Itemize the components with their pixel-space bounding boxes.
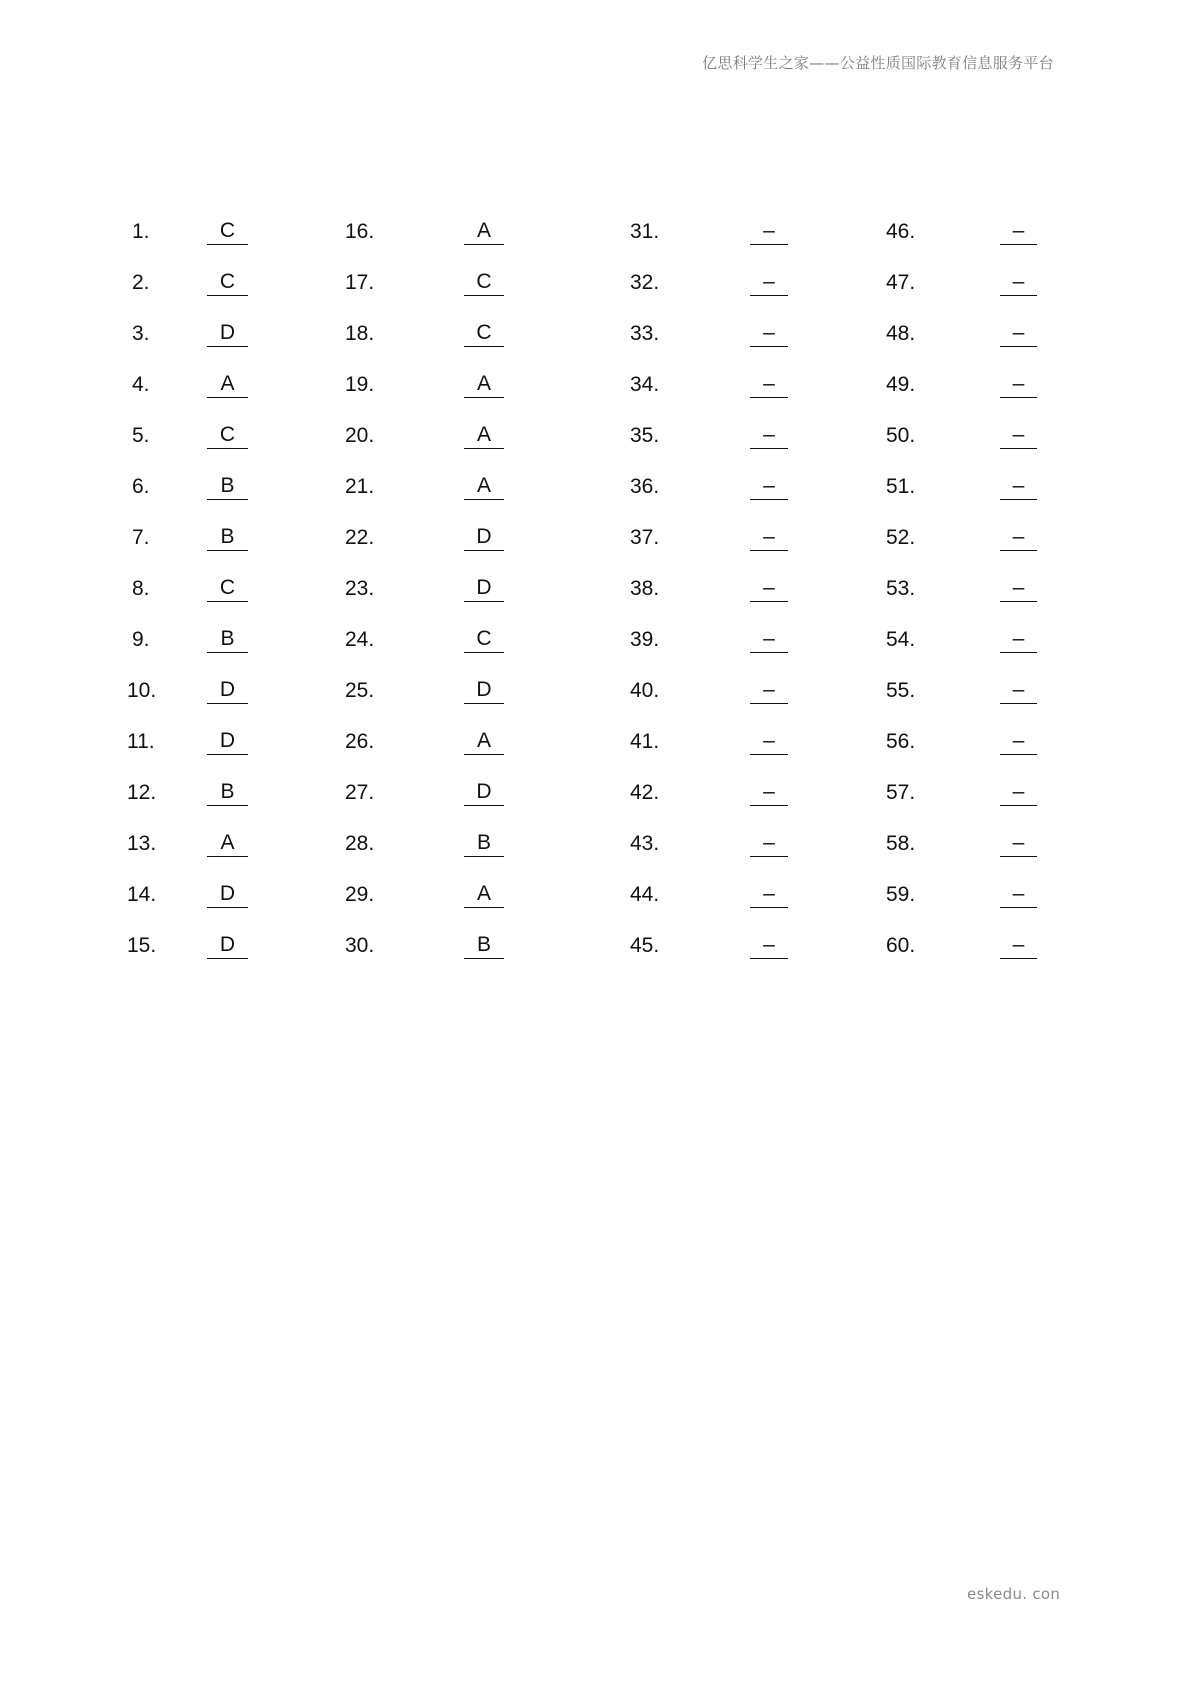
answer-value: C <box>207 422 248 449</box>
answer-row <box>0 269 1191 320</box>
answer-value: D <box>464 575 504 602</box>
answer-value: – <box>750 932 788 959</box>
answer-value: C <box>207 269 248 296</box>
answer-value: – <box>750 830 788 857</box>
question-number: 49. <box>886 373 916 396</box>
question-number: 60. <box>886 934 916 957</box>
answer-value: D <box>207 677 248 704</box>
question-number: 12. <box>127 781 157 804</box>
question-number: 28. <box>345 832 375 855</box>
question-number: 38. <box>630 577 660 600</box>
question-number: 58. <box>886 832 916 855</box>
question-number: 3. <box>132 322 150 345</box>
answer-value: – <box>750 269 788 296</box>
question-number: 42. <box>630 781 660 804</box>
answer-value: – <box>1000 779 1037 806</box>
question-number: 13. <box>127 832 157 855</box>
answer-value: A <box>464 473 504 500</box>
answer-value: – <box>750 371 788 398</box>
answer-value: – <box>750 677 788 704</box>
answer-value: A <box>464 218 504 245</box>
answer-value: C <box>464 269 504 296</box>
answer-row <box>0 422 1191 473</box>
answer-value: – <box>1000 932 1037 959</box>
question-number: 35. <box>630 424 660 447</box>
answer-row <box>0 677 1191 728</box>
answer-value: – <box>1000 320 1037 347</box>
question-number: 19. <box>345 373 375 396</box>
answer-value: – <box>1000 626 1037 653</box>
question-number: 32. <box>630 271 660 294</box>
question-number: 41. <box>630 730 660 753</box>
answer-value: D <box>464 524 504 551</box>
answer-value: A <box>207 371 248 398</box>
answer-value: – <box>1000 269 1037 296</box>
question-number: 47. <box>886 271 916 294</box>
answer-value: D <box>464 779 504 806</box>
question-number: 21. <box>345 475 375 498</box>
question-number: 53. <box>886 577 916 600</box>
question-number: 17. <box>345 271 375 294</box>
question-number: 51. <box>886 475 916 498</box>
question-number: 14. <box>127 883 157 906</box>
question-number: 29. <box>345 883 375 906</box>
answer-value: C <box>464 626 504 653</box>
answer-value: – <box>750 728 788 755</box>
question-number: 15. <box>127 934 157 957</box>
answer-value: – <box>750 320 788 347</box>
answer-value: B <box>207 473 248 500</box>
answer-value: D <box>207 320 248 347</box>
question-number: 27. <box>345 781 375 804</box>
answer-row <box>0 473 1191 524</box>
answer-row <box>0 218 1191 269</box>
question-number: 11. <box>127 730 155 753</box>
question-number: 4. <box>132 373 150 396</box>
question-number: 55. <box>886 679 916 702</box>
question-number: 50. <box>886 424 916 447</box>
answer-value: – <box>1000 524 1037 551</box>
answer-value: – <box>1000 575 1037 602</box>
answer-value: – <box>750 626 788 653</box>
answer-row <box>0 524 1191 575</box>
answer-value: – <box>750 422 788 449</box>
question-number: 20. <box>345 424 375 447</box>
answer-value: B <box>464 830 504 857</box>
answer-row <box>0 779 1191 830</box>
question-number: 10. <box>127 679 157 702</box>
answer-value: – <box>1000 830 1037 857</box>
answer-row <box>0 830 1191 881</box>
question-number: 9. <box>132 628 150 651</box>
question-number: 56. <box>886 730 916 753</box>
question-number: 48. <box>886 322 916 345</box>
answer-value: B <box>207 626 248 653</box>
answer-row <box>0 371 1191 422</box>
answer-value: D <box>464 677 504 704</box>
question-number: 25. <box>345 679 375 702</box>
question-number: 7. <box>132 526 150 549</box>
question-number: 31. <box>630 220 660 243</box>
answer-value: C <box>464 320 504 347</box>
answer-value: D <box>207 728 248 755</box>
answer-value: – <box>1000 881 1037 908</box>
question-number: 37. <box>630 526 660 549</box>
answer-value: – <box>1000 473 1037 500</box>
question-number: 24. <box>345 628 375 651</box>
question-number: 22. <box>345 526 375 549</box>
question-number: 23. <box>345 577 375 600</box>
question-number: 2. <box>132 271 150 294</box>
answer-row <box>0 575 1191 626</box>
question-number: 40. <box>630 679 660 702</box>
question-number: 8. <box>132 577 150 600</box>
question-number: 36. <box>630 475 660 498</box>
answer-value: A <box>464 728 504 755</box>
answer-value: – <box>1000 218 1037 245</box>
question-number: 39. <box>630 628 660 651</box>
question-number: 33. <box>630 322 660 345</box>
answer-row <box>0 932 1191 983</box>
answer-value: – <box>1000 422 1037 449</box>
question-number: 52. <box>886 526 916 549</box>
answer-value: C <box>207 218 248 245</box>
answer-value: – <box>750 218 788 245</box>
answer-row <box>0 320 1191 371</box>
question-number: 26. <box>345 730 375 753</box>
question-number: 16. <box>345 220 375 243</box>
page-footer-site: eskedu. con <box>967 1585 1061 1603</box>
answer-value: C <box>207 575 248 602</box>
answer-row <box>0 626 1191 677</box>
answer-row <box>0 881 1191 932</box>
answer-value: – <box>750 473 788 500</box>
question-number: 5. <box>132 424 150 447</box>
answer-value: – <box>1000 371 1037 398</box>
question-number: 34. <box>630 373 660 396</box>
answer-value: – <box>750 779 788 806</box>
answer-value: – <box>1000 677 1037 704</box>
answer-value: – <box>750 524 788 551</box>
question-number: 44. <box>630 883 660 906</box>
answer-value: D <box>207 932 248 959</box>
answer-value: A <box>464 881 504 908</box>
question-number: 6. <box>132 475 150 498</box>
question-number: 46. <box>886 220 916 243</box>
question-number: 30. <box>345 934 375 957</box>
answer-value: A <box>464 371 504 398</box>
answer-value: B <box>207 779 248 806</box>
answer-row <box>0 728 1191 779</box>
answer-value: – <box>750 881 788 908</box>
answer-value: B <box>207 524 248 551</box>
answer-value: D <box>207 881 248 908</box>
answer-value: A <box>207 830 248 857</box>
page-header-watermark: 亿思科学生之家——公益性质国际教育信息服务平台 <box>702 54 1054 72</box>
question-number: 57. <box>886 781 916 804</box>
answer-value: A <box>464 422 504 449</box>
answer-value: – <box>750 575 788 602</box>
question-number: 18. <box>345 322 375 345</box>
answer-value: – <box>1000 728 1037 755</box>
answer-value: B <box>464 932 504 959</box>
question-number: 43. <box>630 832 660 855</box>
question-number: 1. <box>132 220 150 243</box>
question-number: 54. <box>886 628 916 651</box>
question-number: 59. <box>886 883 916 906</box>
question-number: 45. <box>630 934 660 957</box>
